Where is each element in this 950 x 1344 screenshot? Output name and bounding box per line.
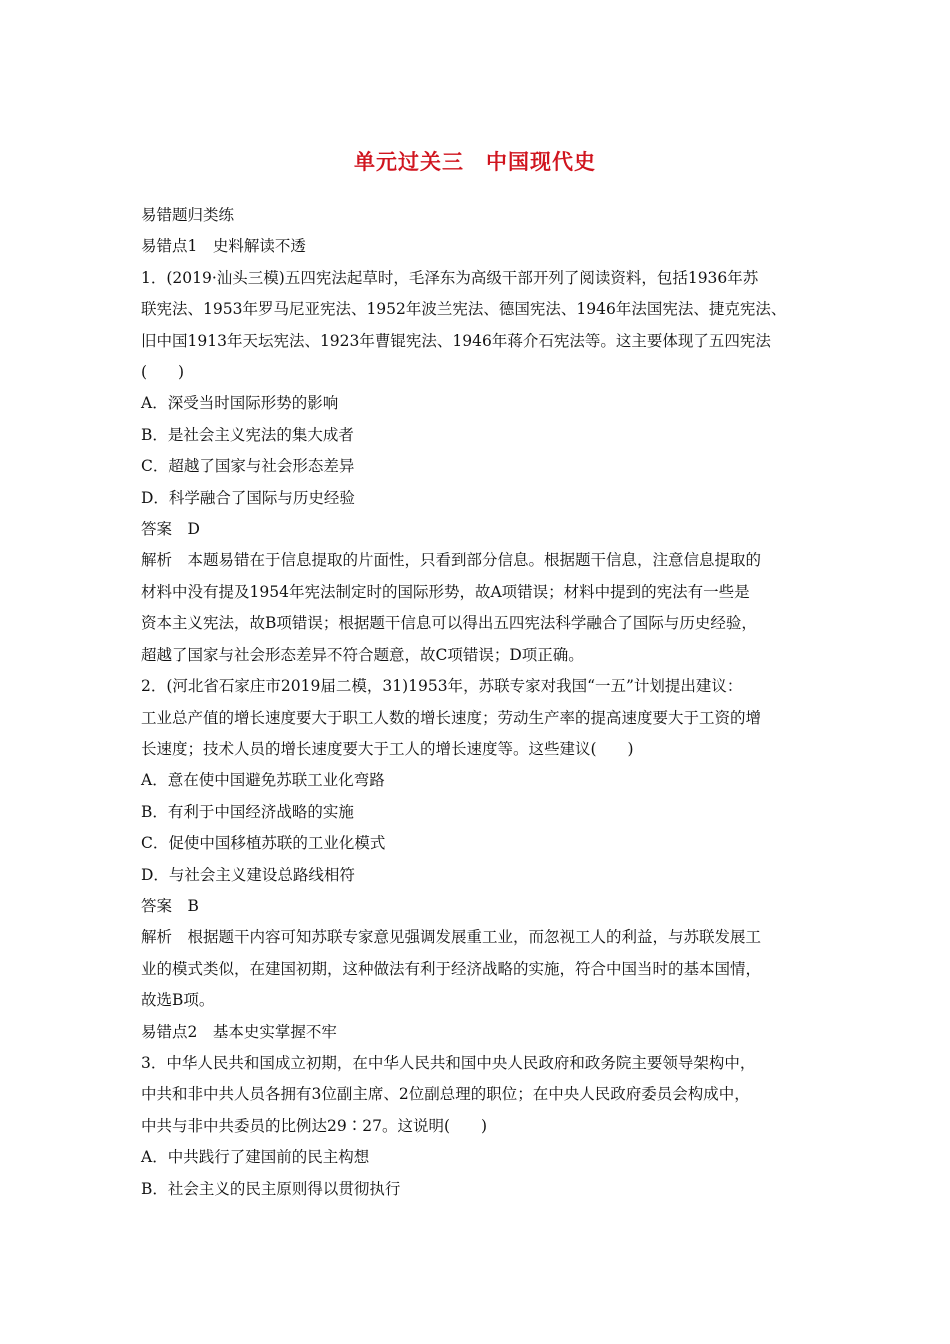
section-heading: 易错题归类练 bbox=[141, 206, 235, 224]
answer-line: 答案 D bbox=[141, 520, 200, 539]
option-a: A．中共践行了建国前的民主构想 bbox=[141, 1148, 370, 1167]
analysis-text: 材料中没有提及1954年宪法制定时的国际形势，故A项错误；材料中提到的宪法有一些是 bbox=[141, 582, 750, 601]
analysis-text: 业的模式类似，在建国初期，这种做法有利于经济战略的实施，符合中国当时的基本国情， bbox=[141, 959, 762, 978]
document-body bbox=[141, 200, 813, 1205]
error-point-heading: 易错点1 史料解读不透 bbox=[141, 237, 306, 256]
question-text: 3．中华人民共和国成立初期，在中华人民共和国中央人民政府和政务院主要领导架构中， bbox=[141, 1053, 756, 1072]
question-text: 长速度；技术人员的增长速度要大于工人的增长速度等。这些建议( ) bbox=[141, 739, 634, 758]
option-c: C．超越了国家与社会形态差异 bbox=[141, 457, 355, 476]
option-c: C．促使中国移植苏联的工业化模式 bbox=[141, 834, 386, 853]
analysis-text: 解析 根据题干内容可知苏联专家意见强调发展重工业，而忽视工人的利益，与苏联发展工 bbox=[141, 928, 762, 947]
error-point-heading: 易错点2 基本史实掌握不牢 bbox=[141, 1022, 337, 1041]
analysis-text: 解析 本题易错在于信息提取的片面性，只看到部分信息。根据题干信息，注意信息提取的 bbox=[141, 551, 762, 570]
option-b: B．有利于中国经济战略的实施 bbox=[141, 802, 354, 821]
question-text: 工业总产值的增长速度要大于职工人数的增长速度；劳动生产率的提高速度要大于工资的增 bbox=[141, 708, 762, 727]
option-a: A．意在使中国避免苏联工业化弯路 bbox=[141, 771, 385, 790]
question-text: 中共与非中共委员的比例达29∶27。这说明( ) bbox=[141, 1116, 488, 1135]
option-a: A．深受当时国际形势的影响 bbox=[141, 394, 339, 413]
option-b: B．是社会主义宪法的集大成者 bbox=[141, 425, 354, 444]
page-title: 单元过关三 中国现代史 bbox=[354, 150, 596, 174]
analysis-text: 超越了国家与社会形态差异不符合题意，故C项错误；D项正确。 bbox=[141, 645, 584, 664]
option-d: D．与社会主义建设总路线相符 bbox=[141, 865, 355, 884]
question-text: 旧中国1913年天坛宪法、1923年曹锟宪法、1946年蒋介石宪法等。这主要体现了五四宪法 bbox=[141, 331, 771, 350]
question-bracket: ( ) bbox=[141, 363, 185, 382]
option-d: D．科学融合了国际与历史经验 bbox=[141, 488, 355, 507]
option-b: B．社会主义的民主原则得以贯彻执行 bbox=[141, 1179, 401, 1198]
question-text: 1．(2019·汕头三模)五四宪法起草时，毛泽东为高级干部开列了阅读资料，包括1936年苏 bbox=[141, 268, 759, 287]
question-text: 联宪法、1953年罗马尼亚宪法、1952年波兰宪法、德国宪法、1946年法国宪法、捷克宪法、 bbox=[141, 300, 787, 319]
question-text: 中共和非中共人员各拥有3位副主席、2位副总理的职位；在中央人民政府委员会构成中， bbox=[141, 1085, 750, 1104]
analysis-text: 资本主义宪法，故B项错误；根据题干信息可以得出五四宪法科学融合了国际与历史经验， bbox=[141, 614, 757, 633]
answer-line: 答案 B bbox=[141, 896, 199, 915]
question-text: 2．(河北省石家庄市2019届二模，31)1953年，苏联专家对我国“一五”计划提出建议： bbox=[141, 677, 743, 696]
analysis-text: 故选B项。 bbox=[141, 991, 215, 1010]
